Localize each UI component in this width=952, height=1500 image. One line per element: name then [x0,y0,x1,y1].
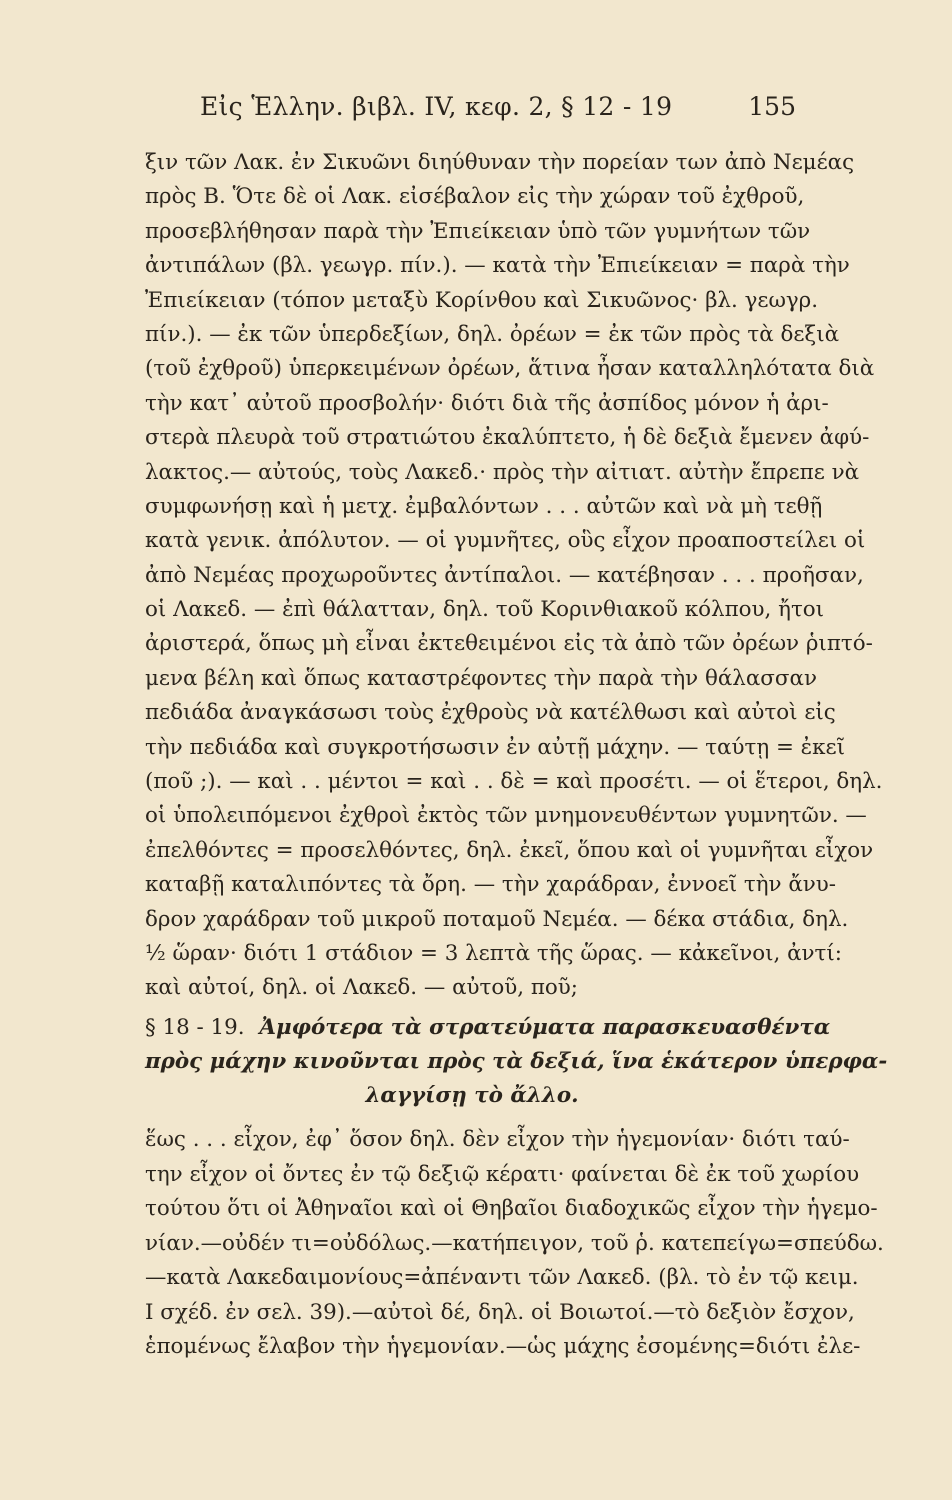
text-line: στερὰ πλευρὰ τοῦ στρατιώτου ἐκαλύπτετο, ἡ δὲ δεξιὰ ἔμενεν ἀφύ- [145,425,870,451]
text-line: τούτου ὅτι οἱ Ἀθηναῖοι καὶ οἱ Θηβαῖοι διαδοχικῶς εἶχον τὴν ἡγεμο- [145,1196,878,1221]
text-line: νίαν.—οὐδέν τι=οὐδόλως.—κατήπειγον, τοῦ ῥ. κατεπείγω=σπεύδω. [145,1230,884,1256]
text-line: τὴν κατ᾽ αὐτοῦ προσβολήν· διότι διὰ τῆς ἀσπίδος μόνον ἡ ἀρι- [145,390,829,416]
text-line: τὴν πεδιάδα καὶ συγκροτήσωσιν ἐν αὐτῇ μάχην. — ταύτῃ = ἐκεῖ [145,734,845,760]
text-line: (τοῦ ἐχθροῦ) ὑπερκειμένων ὀρέων, ἅτινα ἦσαν καταλληλότατα διὰ [145,356,875,382]
text-line: κατὰ γενικ. ἀπόλυτον. — οἱ γυμνῆτες, οὓς εἶχον προαποστείλει οἱ [145,528,866,554]
text-line: πεδιάδα ἀναγκάσωσι τοὺς ἐχθροὺς νὰ κατέλθωσι καὶ αὐτοὶ εἰς [145,700,836,726]
text-line: ἐπελθόντες = προσελθόντες, δηλ. ἐκεῖ, ὅπου καὶ οἱ γυμνῆται εἶχον [145,837,874,863]
text-line: ξιν τῶν Λακ. ἐν Σικυῶνι διηύθυναν τὴν πορείαν των ἀπὸ Νεμέας [145,150,855,175]
text-line: πίν.). — ἐκ τῶν ὑπερδεξίων, δηλ. ὀρέων = ἐκ τῶν πρὸς τὰ δεξιὰ [145,321,840,347]
section-heading-line-3: λαγγίσῃ τὸ ἄλλο. [365,1083,579,1108]
text-line: μενα βέλη καὶ ὅπως καταστρέφοντες τὴν παρὰ τὴν θάλασσαν [145,665,817,691]
running-title: Εἰς Ἑλλην. βιβλ. IV, κεφ. 2, § 12 - 19 [200,92,673,121]
text-line: πρὸς Β. Ὅτε δὲ οἱ Λακ. εἰσέβαλον εἰς τὴν χώραν τοῦ ἐχθροῦ, [145,184,805,210]
text-line: (ποῦ ;). — καὶ . . μέντοι = καὶ . . δὲ = καὶ προσέτι. — οἱ ἕτεροι, δηλ. [145,769,883,795]
text-line: δρον χαράδραν τοῦ μικροῦ ποταμοῦ Νεμέα. — δέκα στάδια, δηλ. [145,906,849,932]
text-line: προσεβλήθησαν παρὰ τὴν Ἐπιείκειαν ὑπὸ τῶν γυμνήτων τῶν [145,218,811,244]
text-line: συμφωνήσῃ καὶ ἡ μετχ. ἐμβαλόντων . . . αὐτῶν καὶ νὰ μὴ τεθῇ [145,493,823,519]
text-line: —κατὰ Λακεδαιμονίους=ἀπέναντι τῶν Λακεδ. (βλ. τὸ ἐν τῷ κειμ. [145,1265,859,1290]
text-line: I σχέδ. ἐν σελ. 39).—αὐτοὶ δέ, δηλ. οἱ Βοιωτοί.—τὸ δεξιὸν ἔσχον, [145,1299,855,1325]
text-line: ἀπὸ Νεμέας προχωροῦντες ἀντίπαλοι. — κατέβησαν . . . προῆσαν, [145,562,864,588]
commentary-block-1 [145,146,883,1006]
text-line: οἱ ὑπολειπόμενοι ἐχθροὶ ἐκτὸς τῶν μνημονευθέντων γυμνητῶν. — [145,803,867,829]
text-line: ἕως . . . εἶχον, ἐφ᾽ ὅσον δηλ. δὲν εἶχον τὴν ἡγεμονίαν· διότι ταύ- [145,1127,850,1152]
text-line: καταβῇ καταλιπόντες τὰ ὄρη. — τὴν χαράδραν, ἐννοεῖ τὴν ἄνυ- [145,872,837,898]
section-heading [145,1011,888,1113]
text-line: οἱ Λακεδ. — ἐπὶ θάλατταν, δηλ. τοῦ Κορινθιακοῦ κόλπου, ἤτοι [145,597,825,623]
section-heading-line-1 [145,1011,831,1045]
text-line: Ἐπιείκειαν (τόπον μεταξὺ Κορίνθου καὶ Σικυῶνος· βλ. γεωγρ. [145,287,819,313]
text-line: λακτος.— αὐτούς, τοὺς Λακεδ.· πρὸς τὴν αἰτιατ. αὐτὴν ἔπρεπε νὰ [145,459,860,485]
text-line: ἀριστερά, ὅπως μὴ εἶναι ἐκτεθειμένοι εἰς τὰ ἀπὸ τῶν ὀρέων ῥιπτό- [145,631,873,657]
text-line: ἑπομένως ἔλαβον τὴν ἡγεμονίαν.—ὡς μάχης ἐσομένης=διότι ἐλε- [145,1334,861,1359]
text-line: ½ ὥραν· διότι 1 στάδιον = 3 λεπτὰ τῆς ὥρας. — κἀκεῖνοι, ἀντί: [145,940,842,966]
section-heading-line-2: πρὸς μάχην κινοῦνται πρὸς τὰ δεξιά, ἵνα ἑκάτερον ὑπερφα- [145,1049,888,1074]
section-number: § 18 - 19. [145,1015,245,1040]
text-line: καὶ αὐτοί, δηλ. οἱ Λακεδ. — αὐτοῦ, ποῦ; [145,975,578,1001]
section-title-part: Ἀμφότερα τὰ στρατεύματα παρασκευασθέντα [259,1015,831,1040]
text-line: ἀντιπάλων (βλ. γεωγρ. πίν.). — κατὰ τὴν Ἐπιείκειαν = παρὰ τὴν [145,253,850,279]
text-line: την εἶχον οἱ ὄντες ἐν τῷ δεξιῷ κέρατι· φαίνεται δὲ ἐκ τοῦ χωρίου [145,1161,860,1187]
page-number: 155 [748,92,796,121]
running-header [200,92,796,132]
commentary-block-2 [145,1123,884,1365]
